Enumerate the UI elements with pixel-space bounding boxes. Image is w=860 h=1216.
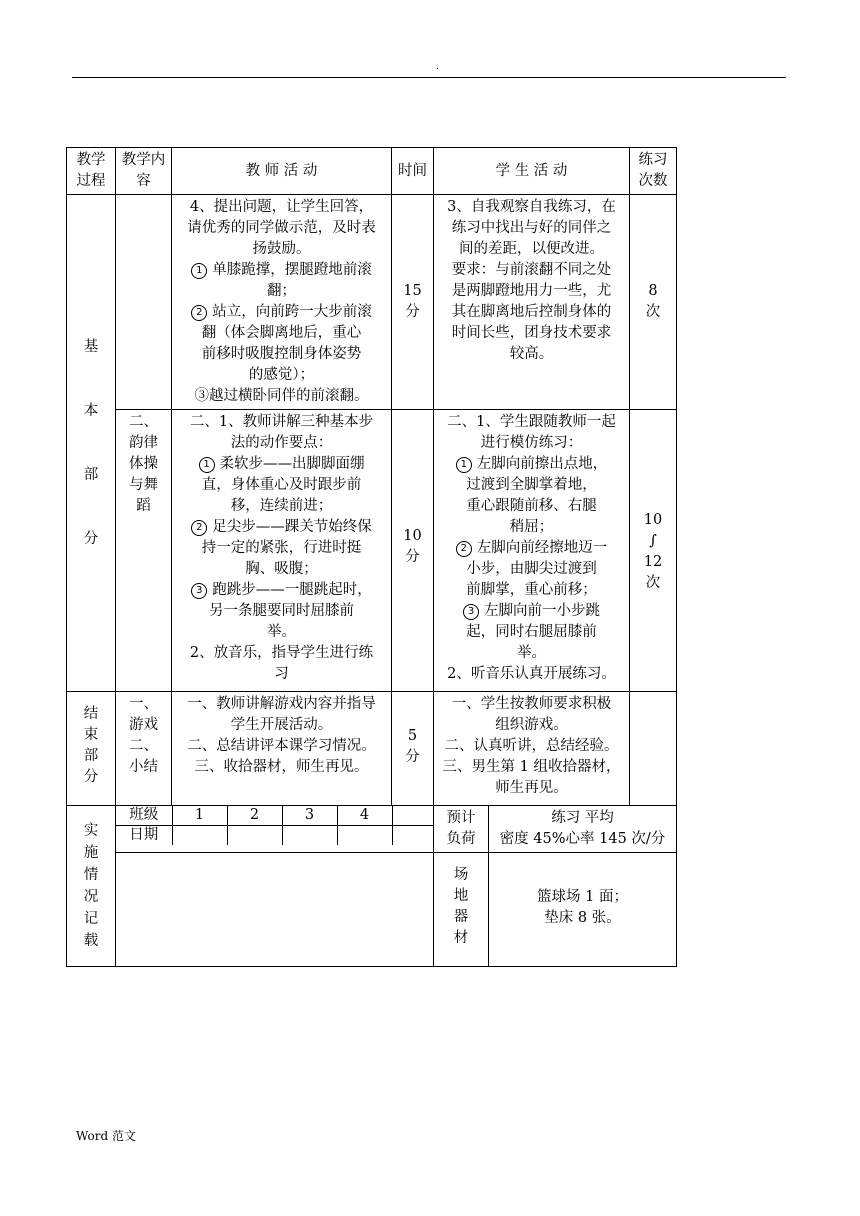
- student-activity-ending: 一、学生按教师要求积极 组织游戏。 二、认真听讲，总结经验。 三、男生第 1 组收拾器材， 师生再见。: [434, 692, 630, 806]
- basic-row-1-content: [116, 195, 172, 410]
- count-basic-1: 8 次: [630, 195, 677, 410]
- implementation-record-row: [67, 853, 677, 967]
- header-process: 教学过程: [67, 148, 116, 195]
- class-2: 2: [227, 806, 282, 826]
- implementation-record: [116, 853, 434, 967]
- count-ending: [630, 692, 677, 806]
- header-count: 练习次数: [630, 148, 677, 195]
- content-rhythm-gymnastics: 二、 韵律 体操 与舞 蹈: [116, 410, 172, 692]
- student-activity-basic-1: 3、自我观察自我练习，在 练习中找出与好的同伴之 间的差距，以便改进。 要求：与前滚翻不同之处 是两脚蹬地用力一些，尤 其在脚离地后控制身体的 时间长些，团身技术要求 较高。: [434, 195, 630, 410]
- header-row: [67, 148, 677, 195]
- teacher-activity-basic-2: 二、1、教师讲解三种基本步 法的动作要点： 1 柔软步——出脚脚面绷 直，身体重心及时跟步前 移，连续前进； 2 足尖步——踝关节始终保 持一定的紧张，行进时挺 胸、吸腹； 3 跑跳步——一腿跳起时， 另一条腿要同时屈膝前 举。 2、放音乐，指导学生进行练 习: [172, 410, 392, 692]
- circled-number-icon: 3: [191, 583, 207, 599]
- circled-number-icon: 2: [191, 520, 207, 536]
- header-time: 时间: [392, 148, 434, 195]
- basic-row-1: [67, 195, 677, 410]
- class-1: 1: [172, 806, 227, 826]
- implementation-row: [67, 806, 677, 853]
- date-label: 日期: [116, 826, 172, 846]
- circled-number-icon: 2: [191, 305, 207, 321]
- expected-load-value: 练习 平均 密度 45%心率 145 次/分: [489, 806, 677, 853]
- header-content: 教学内容: [116, 148, 172, 195]
- date-cell: [337, 826, 392, 846]
- class-3: 3: [282, 806, 337, 826]
- time-ending: 5 分: [392, 692, 434, 806]
- time-basic-2: 10 分: [392, 410, 434, 692]
- basic-row-2: [67, 410, 677, 692]
- student-activity-basic-2: 二、1、学生跟随教师一起 进行模仿练习： 1 左脚向前擦出点地， 过渡到全脚掌着地， 重心跟随前移、右腿 稍屈； 2 左脚向前经擦地迈一 小步，由脚尖过渡到 前脚掌，重心前移； 3 左脚向前一小步跳 起，同时右腿屈膝前 举。 2、听音乐认真开展练习。: [434, 410, 630, 692]
- class-4: 4: [337, 806, 392, 826]
- date-cell: [392, 826, 433, 846]
- implementation-section-label: 实 施 情 况 记 载: [67, 806, 116, 967]
- circled-number-icon: 1: [199, 457, 215, 473]
- class-5: [392, 806, 433, 826]
- basic-section-label: 基 本 部 分: [67, 195, 116, 692]
- lesson-plan-table: [66, 147, 677, 967]
- teacher-activity-basic-1: 4、提出问题，让学生回答， 请优秀的同学做示范，及时表 扬鼓励。 1 单膝跪撑，摆腿蹬地前滚 翻； 2 站立，向前跨一大步前滚 翻（体会脚离地后，重心 前移时吸腹控制身体姿势 的感觉）； ③越过横卧同伴的前滚翻。: [172, 195, 392, 410]
- ending-row: [67, 692, 677, 806]
- ending-section-label: 结 束 部 分: [67, 692, 116, 806]
- page-footer: Word 范文: [76, 1129, 136, 1143]
- content-game-summary: 一、 游戏 二、 小结: [116, 692, 172, 806]
- header-mark: .: [436, 62, 439, 72]
- venue-equipment-label: 场 地 器 材: [434, 853, 489, 967]
- header-rule: [72, 77, 786, 78]
- header-teacher: 教 师 活 动: [172, 148, 392, 195]
- class-date-grid: [116, 806, 434, 853]
- header-student: 学 生 活 动: [434, 148, 630, 195]
- circled-number-icon: 1: [456, 457, 472, 473]
- expected-load-label: 预计 负荷: [434, 806, 489, 853]
- venue-equipment-value: 篮球场 1 面； 垫床 8 张。: [489, 853, 677, 967]
- circled-number-icon: 2: [456, 541, 472, 557]
- circled-number-icon: 3: [463, 604, 479, 620]
- date-cell: [227, 826, 282, 846]
- count-basic-2: 10 ∫ 12 次: [630, 410, 677, 692]
- date-cell: [172, 826, 227, 846]
- date-cell: [282, 826, 337, 846]
- circled-number-icon: 1: [191, 263, 207, 279]
- teacher-activity-ending: 一、教师讲解游戏内容并指导 学生开展活动。 二、总结讲评本课学习情况。 三、收拾器材，师生再见。: [172, 692, 392, 806]
- time-basic-1: 15 分: [392, 195, 434, 410]
- class-label: 班级: [116, 806, 172, 826]
